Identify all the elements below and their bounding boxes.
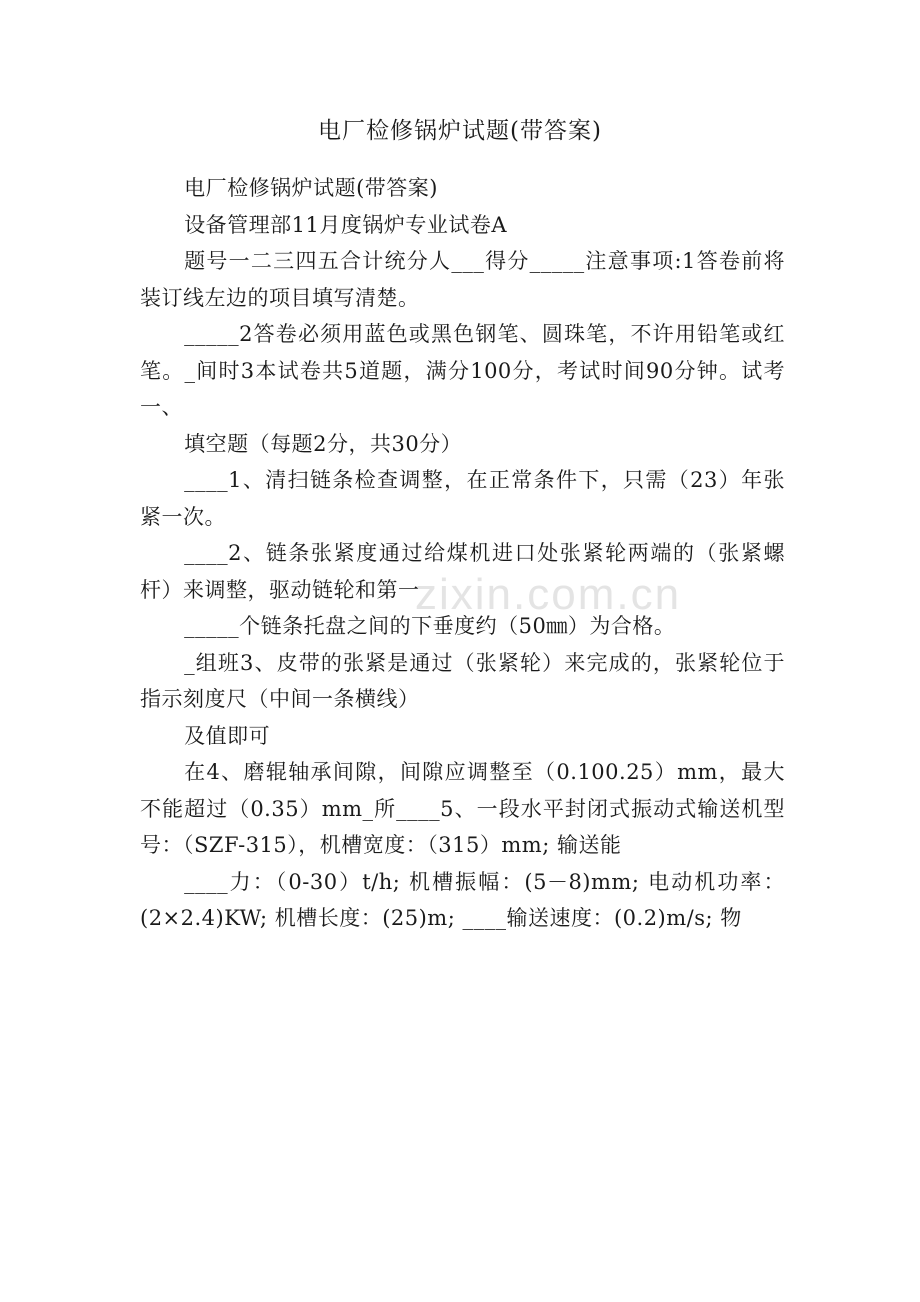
paragraph-subtitle: 电厂检修锅炉试题(带答案) bbox=[184, 176, 438, 200]
paragraph-question-3-cont: 及值即可 bbox=[184, 723, 271, 748]
watermark: zixin.com.cn bbox=[415, 570, 682, 619]
paragraph-question-2: ____2、链条张紧度通过给煤机进口处张紧轮两端的（张紧螺杆）来调整，驱动链轮和第一 bbox=[140, 541, 785, 602]
paragraph-question-4-5: 在4、磨辊轴承间隙，间隙应调整至（0.100.25）mm，最大不能超过（0.35）mm_所____5、一段水平封闭式振动式输送机型号：（SZF-315），机槽宽度：（315）mm; 输送能 bbox=[140, 760, 785, 857]
paragraph-notice-2: _____2答卷必须用蓝色或黑色钢笔、圆珠笔，不许用铅笔或红笔。_间时3本试卷共5道题，满分100分，考试时间90分钟。试考一、 bbox=[140, 322, 785, 419]
paragraph-notice-1: 题号一二三四五合计统分人___得分_____注意事项:1答卷前将装订线左边的项目填写清楚。 bbox=[140, 249, 785, 310]
paragraph-question-2-cont: _____个链条托盘之间的下垂度约（50㎜）为合格。 bbox=[184, 614, 676, 638]
paragraph-question-5-cont: ____力：（0-30）t/h; 机槽振幅：(5－8)mm; 电动机功率：(2×2.4)KW; 机槽长度：(25)m; ____输送速度：(0.2)m/s; 物 bbox=[140, 869, 785, 930]
paragraph-question-1: ____1、清扫链条检查调整，在正常条件下，只需（23）年张紧一次。 bbox=[140, 468, 785, 529]
paragraph-exam-name: 设备管理部11月度锅炉专业试卷A bbox=[184, 212, 507, 237]
paragraph-question-3: _组班3、皮带的张紧是通过（张紧轮）来完成的，张紧轮位于指示刻度尺（中间一条横线） bbox=[140, 650, 785, 711]
document-body bbox=[140, 170, 785, 937]
document-title: 电厂检修锅炉试题(带答案) bbox=[318, 118, 602, 144]
paragraph-section-heading: 填空题（每题2分，共30分） bbox=[184, 431, 463, 456]
